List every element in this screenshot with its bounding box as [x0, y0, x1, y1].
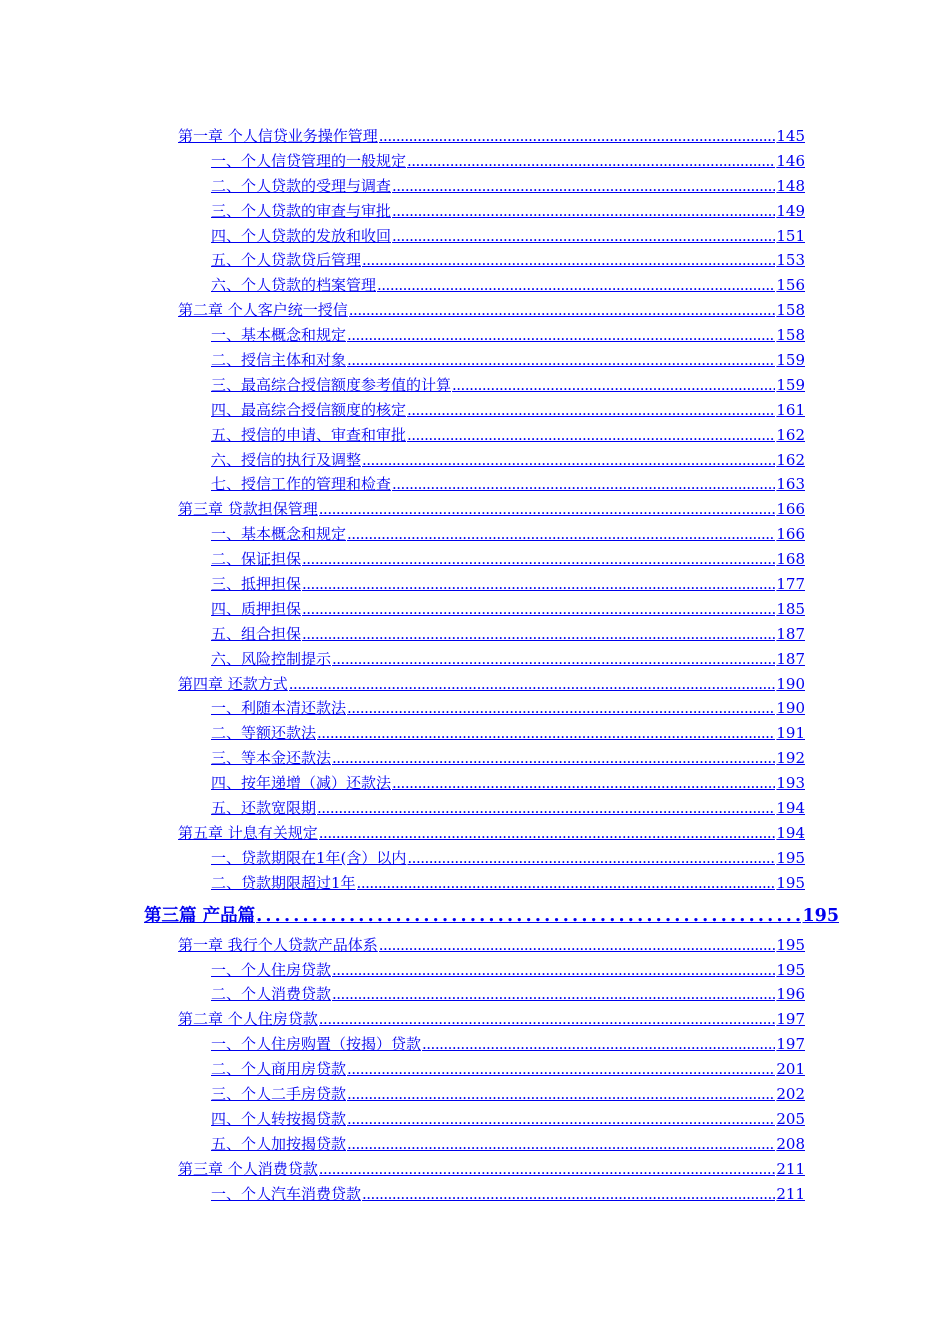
- toc-entry-title: 四、最高综合授信额度的核定: [211, 400, 407, 419]
- toc-chapter-link[interactable]: [178, 298, 805, 323]
- toc-chapter-link[interactable]: [178, 497, 805, 522]
- toc-page-number: 162: [776, 450, 805, 469]
- toc-dot-leader: [379, 933, 776, 958]
- toc-page-number: 153: [776, 251, 805, 270]
- toc-section-link[interactable]: [211, 796, 805, 821]
- toc-dot-leader: [347, 1107, 775, 1132]
- toc-page-number: 158: [776, 301, 805, 320]
- toc-dot-leader: [422, 1032, 775, 1057]
- toc-page-number: 159: [776, 351, 805, 370]
- toc-page-number: 159: [776, 375, 805, 394]
- toc-dot-leader: [332, 982, 775, 1007]
- toc-chapter-link[interactable]: [178, 1157, 805, 1182]
- toc-section-link[interactable]: [211, 348, 805, 373]
- toc-page-number: 148: [776, 176, 805, 195]
- toc-page-number: 162: [776, 425, 805, 444]
- toc-entry-title: 一、基本概念和规定: [211, 326, 347, 345]
- toc-section-link[interactable]: [211, 982, 805, 1007]
- toc-section-link[interactable]: [211, 647, 805, 672]
- toc-page-number: 146: [776, 151, 805, 170]
- toc-section-link[interactable]: [211, 174, 805, 199]
- toc-entry-title: 二、个人贷款的受理与调查: [211, 176, 392, 195]
- toc-page-number: 161: [776, 400, 805, 419]
- toc-chapter-link[interactable]: [178, 672, 805, 697]
- toc-dot-leader: [349, 298, 776, 323]
- toc-entry-title: 五、组合担保: [211, 624, 302, 643]
- toc-dot-leader: [392, 174, 775, 199]
- toc-section-link[interactable]: [211, 323, 805, 348]
- toc-dot-leader: [317, 721, 775, 746]
- toc-dot-leader: [302, 547, 775, 572]
- toc-page-number: 195: [776, 935, 805, 954]
- toc-dot-leader: [332, 647, 775, 672]
- toc-dot-leader: [392, 224, 775, 249]
- toc-dot-leader: [377, 273, 775, 298]
- toc-dot-leader: [302, 597, 775, 622]
- toc-dot-leader: [357, 871, 776, 896]
- toc-part-link[interactable]: [144, 899, 839, 933]
- toc-dot-leader: [347, 1132, 775, 1157]
- toc-section-link[interactable]: [211, 373, 805, 398]
- toc-section-link[interactable]: [211, 149, 805, 174]
- toc-dot-leader: [347, 696, 775, 721]
- toc-entry-title: 三、抵押担保: [211, 575, 302, 594]
- toc-page-number: 151: [776, 226, 805, 245]
- toc-section-link[interactable]: [211, 472, 805, 497]
- toc-dot-leader: [347, 1082, 775, 1107]
- toc-entry-title: 三、个人二手房贷款: [211, 1084, 347, 1103]
- toc-page-number: 196: [776, 985, 805, 1004]
- toc-dot-leader: [407, 149, 775, 174]
- toc-dot-leader: [347, 348, 775, 373]
- toc-entry-title: 六、风险控制提示: [211, 649, 332, 668]
- toc-section-link[interactable]: [211, 398, 805, 423]
- toc-dot-leader: [319, 821, 776, 846]
- toc-page-number: 158: [776, 326, 805, 345]
- toc-page-number: 205: [776, 1109, 805, 1128]
- table-of-contents: [0, 124, 950, 1206]
- toc-entry-title: 五、授信的申请、审查和审批: [211, 425, 407, 444]
- toc-page-number: 166: [776, 525, 805, 544]
- toc-dot-leader: [392, 771, 775, 796]
- toc-page-number: 185: [776, 599, 805, 618]
- toc-entry-title: 一、个人住房购置（按揭）贷款: [211, 1035, 422, 1054]
- toc-entry-title: 三、个人贷款的审查与审批: [211, 201, 392, 220]
- toc-page-number: 194: [776, 823, 805, 842]
- toc-section-link[interactable]: [211, 721, 805, 746]
- toc-entry-title: 第二章 个人住房贷款: [178, 1010, 318, 1029]
- toc-page-number: 163: [776, 475, 805, 494]
- toc-dot-leader: [362, 248, 775, 273]
- toc-page-number: 195: [776, 848, 805, 867]
- toc-dot-leader: [362, 448, 775, 473]
- toc-entry-title: 第三篇 产品篇: [144, 905, 256, 926]
- toc-page-number: 197: [776, 1035, 805, 1054]
- toc-section-link[interactable]: [211, 1057, 805, 1082]
- toc-entry-title: 一、个人信贷管理的一般规定: [211, 151, 407, 170]
- toc-entry-title: 第一章 我行个人贷款产品体系: [178, 935, 378, 954]
- toc-page-number: 145: [776, 127, 805, 145]
- toc-entry-title: 六、授信的执行及调整: [211, 450, 362, 469]
- toc-dot-leader: [347, 323, 775, 348]
- toc-page-number: 202: [776, 1084, 805, 1103]
- toc-entry-title: 二、个人消费贷款: [211, 985, 332, 1004]
- toc-dot-leader: [407, 846, 775, 871]
- toc-dot-leader: [289, 672, 776, 697]
- toc-entry-title: 第五章 计息有关规定: [178, 823, 318, 842]
- toc-section-link[interactable]: [211, 1082, 805, 1107]
- toc-section-link[interactable]: [211, 1182, 805, 1207]
- toc-dot-leader: [392, 472, 775, 497]
- toc-page-number: 187: [776, 624, 805, 643]
- toc-entry-title: 一、利随本清还款法: [211, 699, 347, 718]
- toc-chapter-link[interactable]: [178, 124, 805, 149]
- toc-section-link[interactable]: [211, 547, 805, 572]
- toc-entry-title: 第三章 个人消费贷款: [178, 1159, 318, 1178]
- toc-entry-title: 五、个人贷款贷后管理: [211, 251, 362, 270]
- toc-dot-leader: [317, 796, 775, 821]
- toc-dot-leader: [319, 497, 776, 522]
- toc-section-link[interactable]: [211, 572, 805, 597]
- toc-dot-leader: [319, 1157, 776, 1182]
- toc-page-number: 211: [776, 1184, 805, 1203]
- toc-dot-leader: [332, 958, 775, 983]
- toc-section-link[interactable]: [211, 273, 805, 298]
- toc-entry-title: 四、按年递增（减）还款法: [211, 774, 392, 793]
- toc-entry-title: 五、个人加按揭贷款: [211, 1134, 347, 1153]
- toc-entry-title: 三、最高综合授信额度参考值的计算: [211, 375, 452, 394]
- toc-section-link[interactable]: [211, 958, 805, 983]
- toc-page-number: 192: [776, 749, 805, 768]
- toc-entry-title: 四、个人贷款的发放和收回: [211, 226, 392, 245]
- toc-entry-title: 四、质押担保: [211, 599, 302, 618]
- toc-dot-leader: [256, 899, 801, 933]
- toc-page-number: 195: [802, 905, 839, 926]
- toc-entry-title: 一、个人汽车消费贷款: [211, 1184, 362, 1203]
- toc-chapter-link[interactable]: [178, 1007, 805, 1032]
- toc-entry-title: 第二章 个人客户统一授信: [178, 301, 348, 320]
- toc-dot-leader: [452, 373, 775, 398]
- toc-section-link[interactable]: [211, 696, 805, 721]
- toc-page-number: 193: [776, 774, 805, 793]
- toc-section-link[interactable]: [211, 1032, 805, 1057]
- toc-section-link[interactable]: [211, 597, 805, 622]
- toc-entry-title: 二、个人商用房贷款: [211, 1060, 347, 1079]
- toc-page-number: 197: [776, 1010, 805, 1029]
- toc-section-link[interactable]: [211, 622, 805, 647]
- toc-chapter-link[interactable]: [178, 933, 805, 958]
- toc-page-number: 190: [776, 674, 805, 693]
- toc-section-link[interactable]: [211, 448, 805, 473]
- toc-section-link[interactable]: [211, 248, 805, 273]
- toc-dot-leader: [347, 1057, 775, 1082]
- toc-entry-title: 二、等额还款法: [211, 724, 317, 743]
- toc-entry-title: 六、个人贷款的档案管理: [211, 276, 377, 295]
- toc-dot-leader: [392, 199, 775, 224]
- toc-dot-leader: [302, 572, 775, 597]
- toc-section-link[interactable]: [211, 871, 805, 896]
- toc-entry-title: 四、个人转按揭贷款: [211, 1109, 347, 1128]
- toc-section-link[interactable]: [211, 771, 805, 796]
- toc-page-number: 187: [776, 649, 805, 668]
- toc-section-link[interactable]: [211, 199, 805, 224]
- toc-section-link[interactable]: [211, 423, 805, 448]
- toc-section-link[interactable]: [211, 1107, 805, 1132]
- toc-dot-leader: [319, 1007, 776, 1032]
- toc-entry-title: 二、授信主体和对象: [211, 351, 347, 370]
- toc-dot-leader: [407, 398, 775, 423]
- toc-entry-title: 第一章 个人信贷业务操作管理: [178, 127, 378, 145]
- toc-page-number: 194: [776, 799, 805, 818]
- toc-dot-leader: [407, 423, 775, 448]
- toc-page-number: 166: [776, 500, 805, 519]
- toc-section-link[interactable]: [211, 846, 805, 871]
- toc-page-number: 177: [776, 575, 805, 594]
- toc-page-number: 201: [776, 1060, 805, 1079]
- toc-section-link[interactable]: [211, 522, 805, 547]
- toc-entry-title: 一、个人住房贷款: [211, 960, 332, 979]
- toc-entry-title: 五、还款宽限期: [211, 799, 317, 818]
- toc-section-link[interactable]: [211, 746, 805, 771]
- toc-section-link[interactable]: [211, 1132, 805, 1157]
- toc-entry-title: 二、保证担保: [211, 550, 302, 569]
- toc-chapter-link[interactable]: [178, 821, 805, 846]
- toc-page-number: 211: [776, 1159, 805, 1178]
- toc-dot-leader: [332, 746, 775, 771]
- toc-entry-title: 一、贷款期限在1年(含）以内: [211, 848, 407, 867]
- toc-entry-title: 七、授信工作的管理和检查: [211, 475, 392, 494]
- toc-page-number: 149: [776, 201, 805, 220]
- toc-dot-leader: [379, 124, 776, 149]
- toc-page-number: 190: [776, 699, 805, 718]
- toc-page-number: 208: [776, 1134, 805, 1153]
- toc-dot-leader: [362, 1182, 775, 1207]
- toc-page-number: 191: [776, 724, 805, 743]
- toc-entry-title: 第三章 贷款担保管理: [178, 500, 318, 519]
- toc-dot-leader: [302, 622, 775, 647]
- toc-entry-title: 二、贷款期限超过1年: [211, 873, 356, 892]
- toc-entry-title: 一、基本概念和规定: [211, 525, 347, 544]
- toc-entry-title: 第四章 还款方式: [178, 674, 288, 693]
- toc-entry-title: 三、等本金还款法: [211, 749, 332, 768]
- toc-page-number: 168: [776, 550, 805, 569]
- toc-page-number: 195: [776, 873, 805, 892]
- toc-page-number: 195: [776, 960, 805, 979]
- toc-page-number: 156: [776, 276, 805, 295]
- toc-section-link[interactable]: [211, 224, 805, 249]
- toc-dot-leader: [347, 522, 775, 547]
